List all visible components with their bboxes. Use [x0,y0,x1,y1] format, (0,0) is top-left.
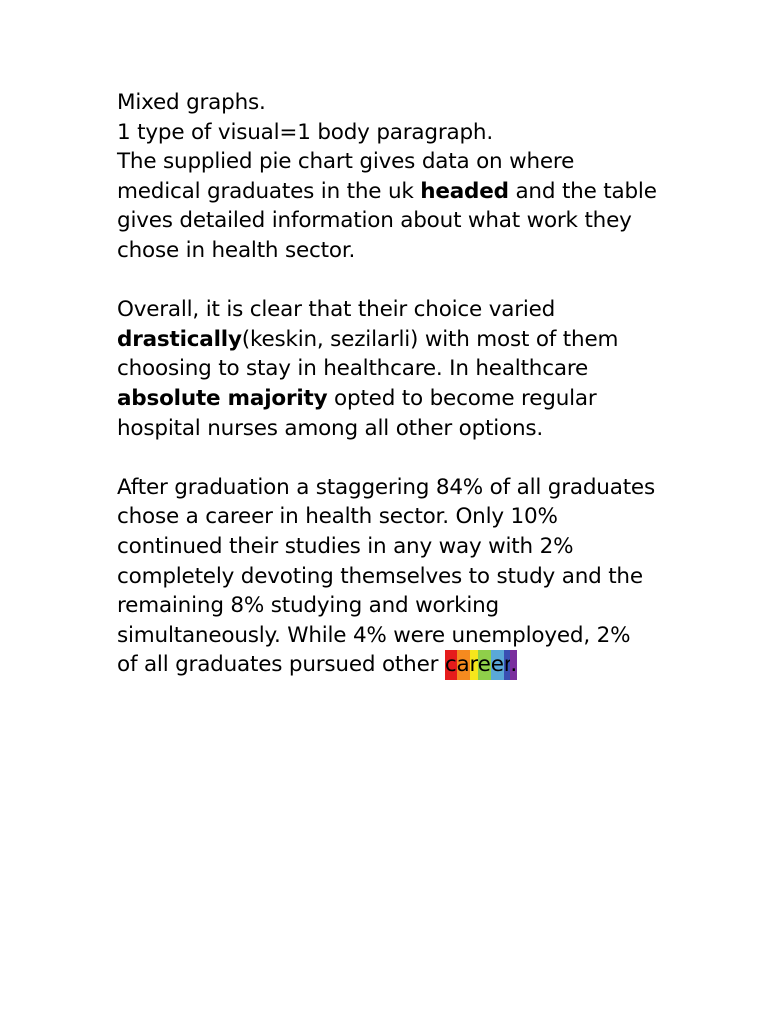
overview-text-2: (keskin, sezilarli) with most of them choosing to stay in healthcare. In healthcare [117,326,619,382]
overview-paragraph [117,295,657,443]
overview-text-1: Overall, it is clear that their choice varied [117,297,556,323]
highlighted-letter: e [478,650,491,680]
intro-text-1: The supplied pie chart gives data on where medical graduates in the uk [117,149,575,204]
intro-text-2: and the table gives detailed information about what work they chose in health sector. [117,178,657,263]
body-paragraph [117,473,657,680]
highlighted-letter: c [445,650,457,680]
intro-paragraph [117,147,657,265]
heading-line: Mixed graphs. [117,90,266,115]
highlighted-letter: a [457,650,470,680]
overview-text-3: opted to become regular hospital nurses among all other options. [117,385,597,441]
highlighted-letter: e [491,650,504,680]
highlighted-letter: r [470,650,478,680]
intro-bold: headed [420,178,509,204]
paragraph-gap [117,443,657,473]
highlighted-letter: r [504,650,511,680]
rainbow-highlighted-word [445,650,517,680]
highlighted-letter: . [510,650,517,680]
paragraph-gap [117,266,657,296]
document-body [117,88,657,680]
overview-bold-1: drastically [117,326,242,352]
body-text: After graduation a staggering 84% of all graduates chose a career in health sector. Only 10% continued their studies in any way with 2% completely devoting themselves to study and the remaining 8% studying and working simultaneously. While 4% were unemployed, 2% of all graduates pursued other [117,474,655,678]
overview-bold-2: absolute majority [117,385,328,411]
subheading-line: 1 type of visual=1 body paragraph. [117,119,493,145]
